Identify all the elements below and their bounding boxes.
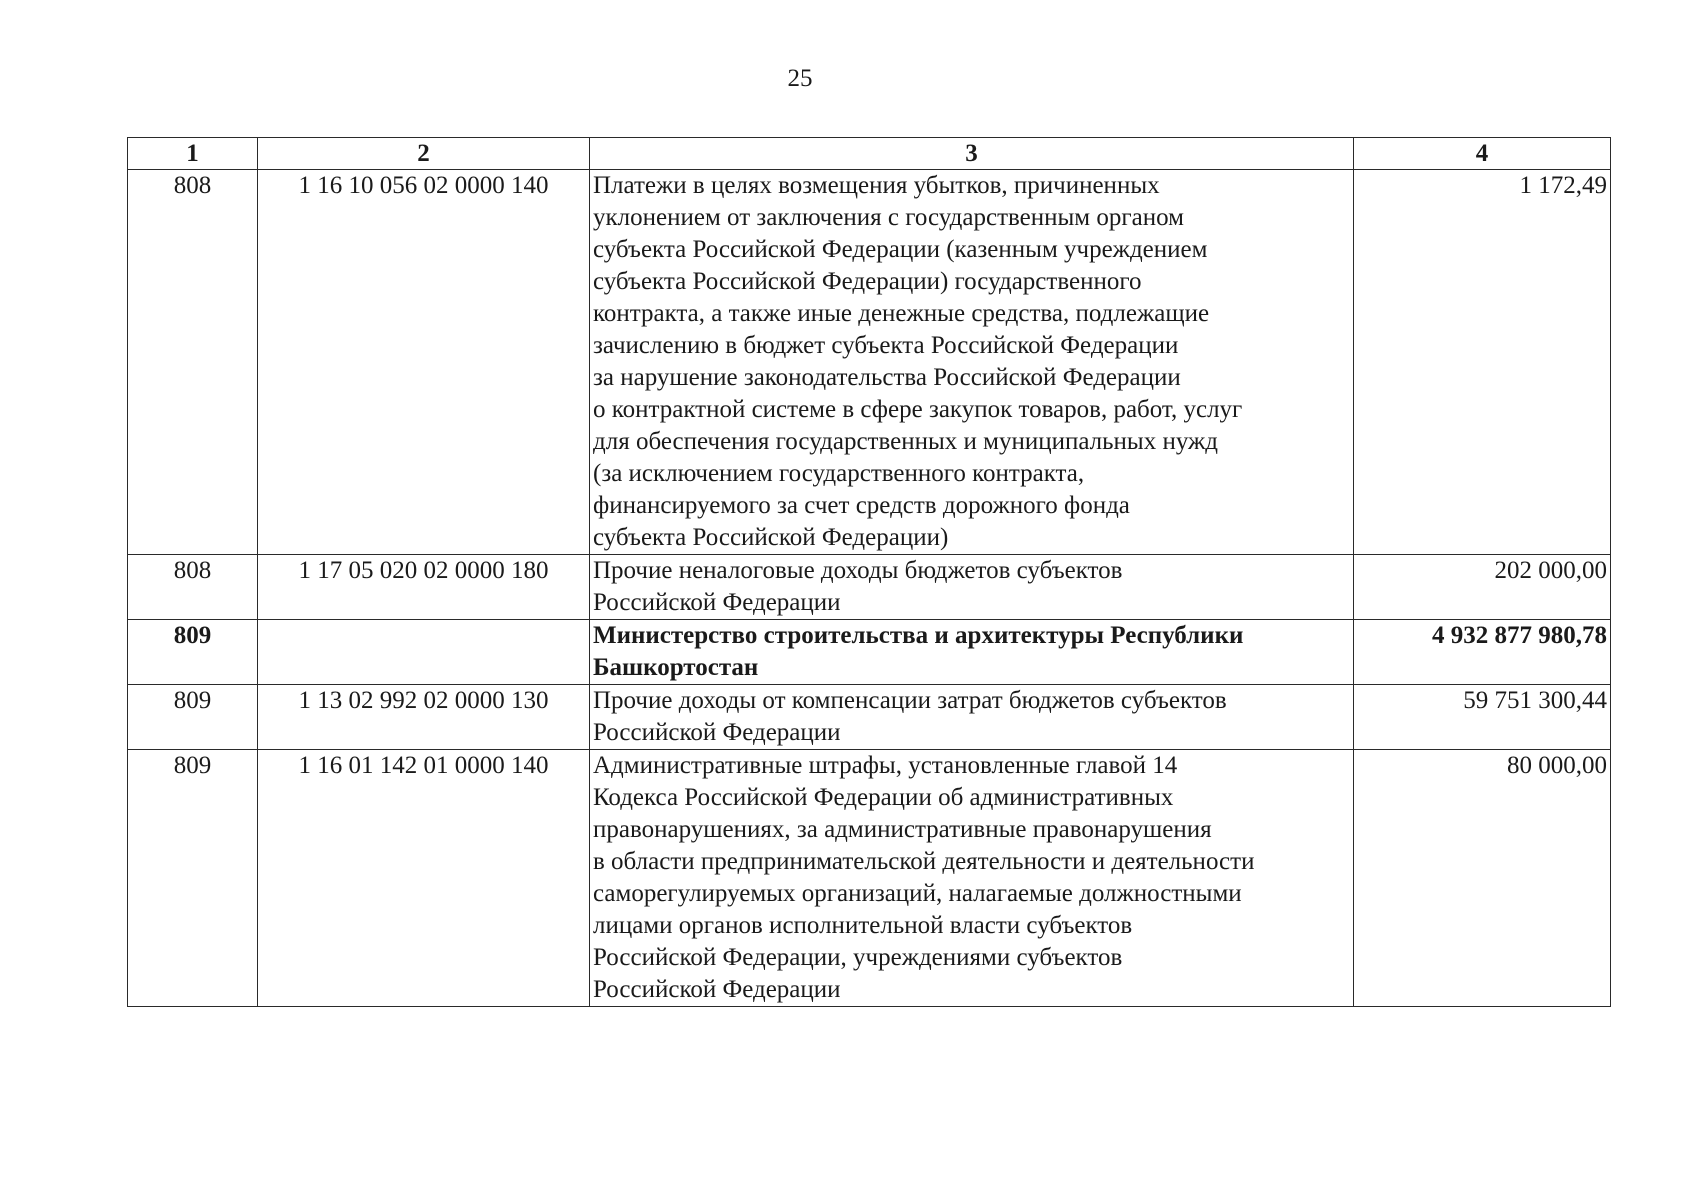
revenue-name-line: лицами органов исполнительной власти субъектов [593, 912, 1133, 939]
cell-admin-code: 809 [128, 750, 258, 1007]
cell-admin-code: 809 [128, 685, 258, 750]
revenue-name-line: за нарушение законодательства Российской Федерации [593, 364, 1181, 391]
table-body [128, 170, 1611, 1007]
cell-revenue-name [590, 620, 1354, 685]
cell-budget-classification-code: 1 17 05 020 02 0000 180 [258, 555, 590, 620]
revenue-table [127, 137, 1611, 1007]
revenue-name-line: Российской Федерации [593, 589, 841, 616]
cell-budget-classification-code: 1 16 01 142 01 0000 140 [258, 750, 590, 1007]
header-column-1: 1 [128, 138, 258, 170]
cell-revenue-name [590, 750, 1354, 1007]
revenue-name-line: (за исключением государственного контракта, [593, 460, 1085, 487]
header-column-4: 4 [1354, 138, 1611, 170]
revenue-name-line: Кодекса Российской Федерации об административных [593, 784, 1174, 811]
cell-budget-classification-code: 1 13 02 992 02 0000 130 [258, 685, 590, 750]
table-row [128, 170, 1611, 555]
table-row [128, 620, 1611, 685]
cell-revenue-name [590, 555, 1354, 620]
revenue-name-line: Прочие неналоговые доходы бюджетов субъектов [593, 557, 1123, 584]
revenue-name-line: финансируемого за счет средств дорожного фонда [593, 492, 1130, 519]
revenue-name-line: Российской Федерации [593, 719, 841, 746]
table-row [128, 685, 1611, 750]
page-number: 25 [787, 65, 813, 92]
revenue-name-line: Министерство строительства и архитектуры Республики [593, 622, 1244, 649]
cell-amount: 4 932 877 980,78 [1354, 620, 1611, 685]
revenue-name-line: Платежи в целях возмещения убытков, причиненных [593, 172, 1160, 199]
revenue-name-line: Башкортостан [593, 654, 759, 681]
revenue-name-line: Административные штрафы, установленные главой 14 [593, 752, 1178, 779]
revenue-name-line: Российской Федерации, учреждениями субъектов [593, 944, 1123, 971]
revenue-name-line: субъекта Российской Федерации) государственного [593, 268, 1142, 295]
revenue-name-line: в области предпринимательской деятельности и деятельности [593, 848, 1255, 875]
header-column-2: 2 [258, 138, 590, 170]
revenue-name-line: субъекта Российской Федерации) [593, 524, 949, 551]
table-row [128, 555, 1611, 620]
revenue-name-line: контракта, а также иные денежные средства, подлежащие [593, 300, 1210, 327]
revenue-name-line: зачислению в бюджет субъекта Российской Федерации [593, 332, 1179, 359]
header-column-3: 3 [590, 138, 1354, 170]
revenue-name-line: для обеспечения государственных и муниципальных нужд [593, 428, 1219, 455]
cell-admin-code: 809 [128, 620, 258, 685]
cell-amount: 80 000,00 [1354, 750, 1611, 1007]
cell-budget-classification-code: 1 16 10 056 02 0000 140 [258, 170, 590, 555]
cell-amount: 202 000,00 [1354, 555, 1611, 620]
cell-revenue-name [590, 170, 1354, 555]
cell-revenue-name [590, 685, 1354, 750]
cell-amount: 1 172,49 [1354, 170, 1611, 555]
revenue-name-line: о контрактной системе в сфере закупок товаров, работ, услуг [593, 396, 1243, 423]
revenue-name-line: уклонением от заключения с государственным органом [593, 204, 1184, 231]
revenue-name-line: субъекта Российской Федерации (казенным учреждением [593, 236, 1208, 263]
revenue-name-line: Российской Федерации [593, 976, 841, 1003]
cell-budget-classification-code [258, 620, 590, 685]
revenue-name-line: саморегулируемых организаций, налагаемые должностными [593, 880, 1242, 907]
cell-amount: 59 751 300,44 [1354, 685, 1611, 750]
cell-admin-code: 808 [128, 555, 258, 620]
revenue-name-line: Прочие доходы от компенсации затрат бюджетов субъектов [593, 687, 1227, 714]
table-header-row [128, 138, 1611, 170]
table-row [128, 750, 1611, 1007]
revenue-name-line: правонарушениях, за административные правонарушения [593, 816, 1212, 843]
cell-admin-code: 808 [128, 170, 258, 555]
